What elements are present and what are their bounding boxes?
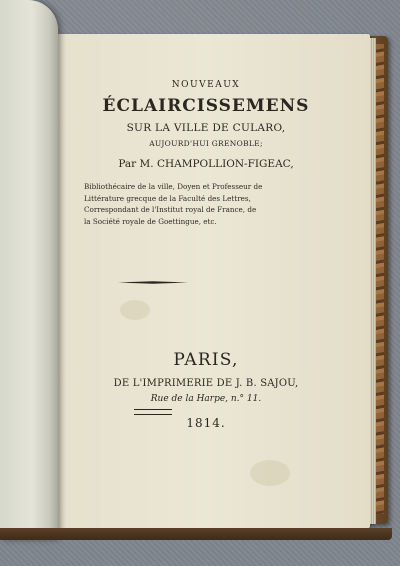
title-line-aujourdhui: AUJOURD'HUI GRENOBLE; xyxy=(149,139,263,148)
credentials-line: Littérature grecque de la Faculté des Lettres, xyxy=(84,193,251,203)
credentials-line: la Société royale de Goettingue, etc. xyxy=(84,216,217,226)
main-title: ÉCLAIRCISSEMENS xyxy=(102,96,310,116)
title-line-nouveaux: NOUVEAUX xyxy=(171,80,241,90)
imprint-city: PARIS, xyxy=(173,350,239,370)
book-cover-edge xyxy=(0,528,392,540)
paper-stain xyxy=(120,300,150,320)
imprint-year: 1814. xyxy=(186,416,226,430)
author-line: Par M. CHAMPOLLION-FIGEAC, xyxy=(118,158,294,170)
credentials-line: Bibliothécaire de la ville, Doyen et Professeur de xyxy=(84,182,263,191)
title-line-sur: SUR LA VILLE DE CULARO, xyxy=(126,122,286,134)
imprint-printer: DE L'IMPRIMERIE DE J. B. SAJOU, xyxy=(113,378,299,389)
author-credentials xyxy=(84,181,338,227)
credentials-line: Correspondant de l'Institut royal de France, de xyxy=(84,205,257,214)
left-flyleaf xyxy=(0,0,58,540)
imprint-address: Rue de la Harpe, n.° 11. xyxy=(150,394,262,404)
paper-stain xyxy=(250,460,290,486)
ornamental-rule xyxy=(118,281,188,284)
page-edges xyxy=(370,38,376,524)
double-rule xyxy=(134,409,172,415)
